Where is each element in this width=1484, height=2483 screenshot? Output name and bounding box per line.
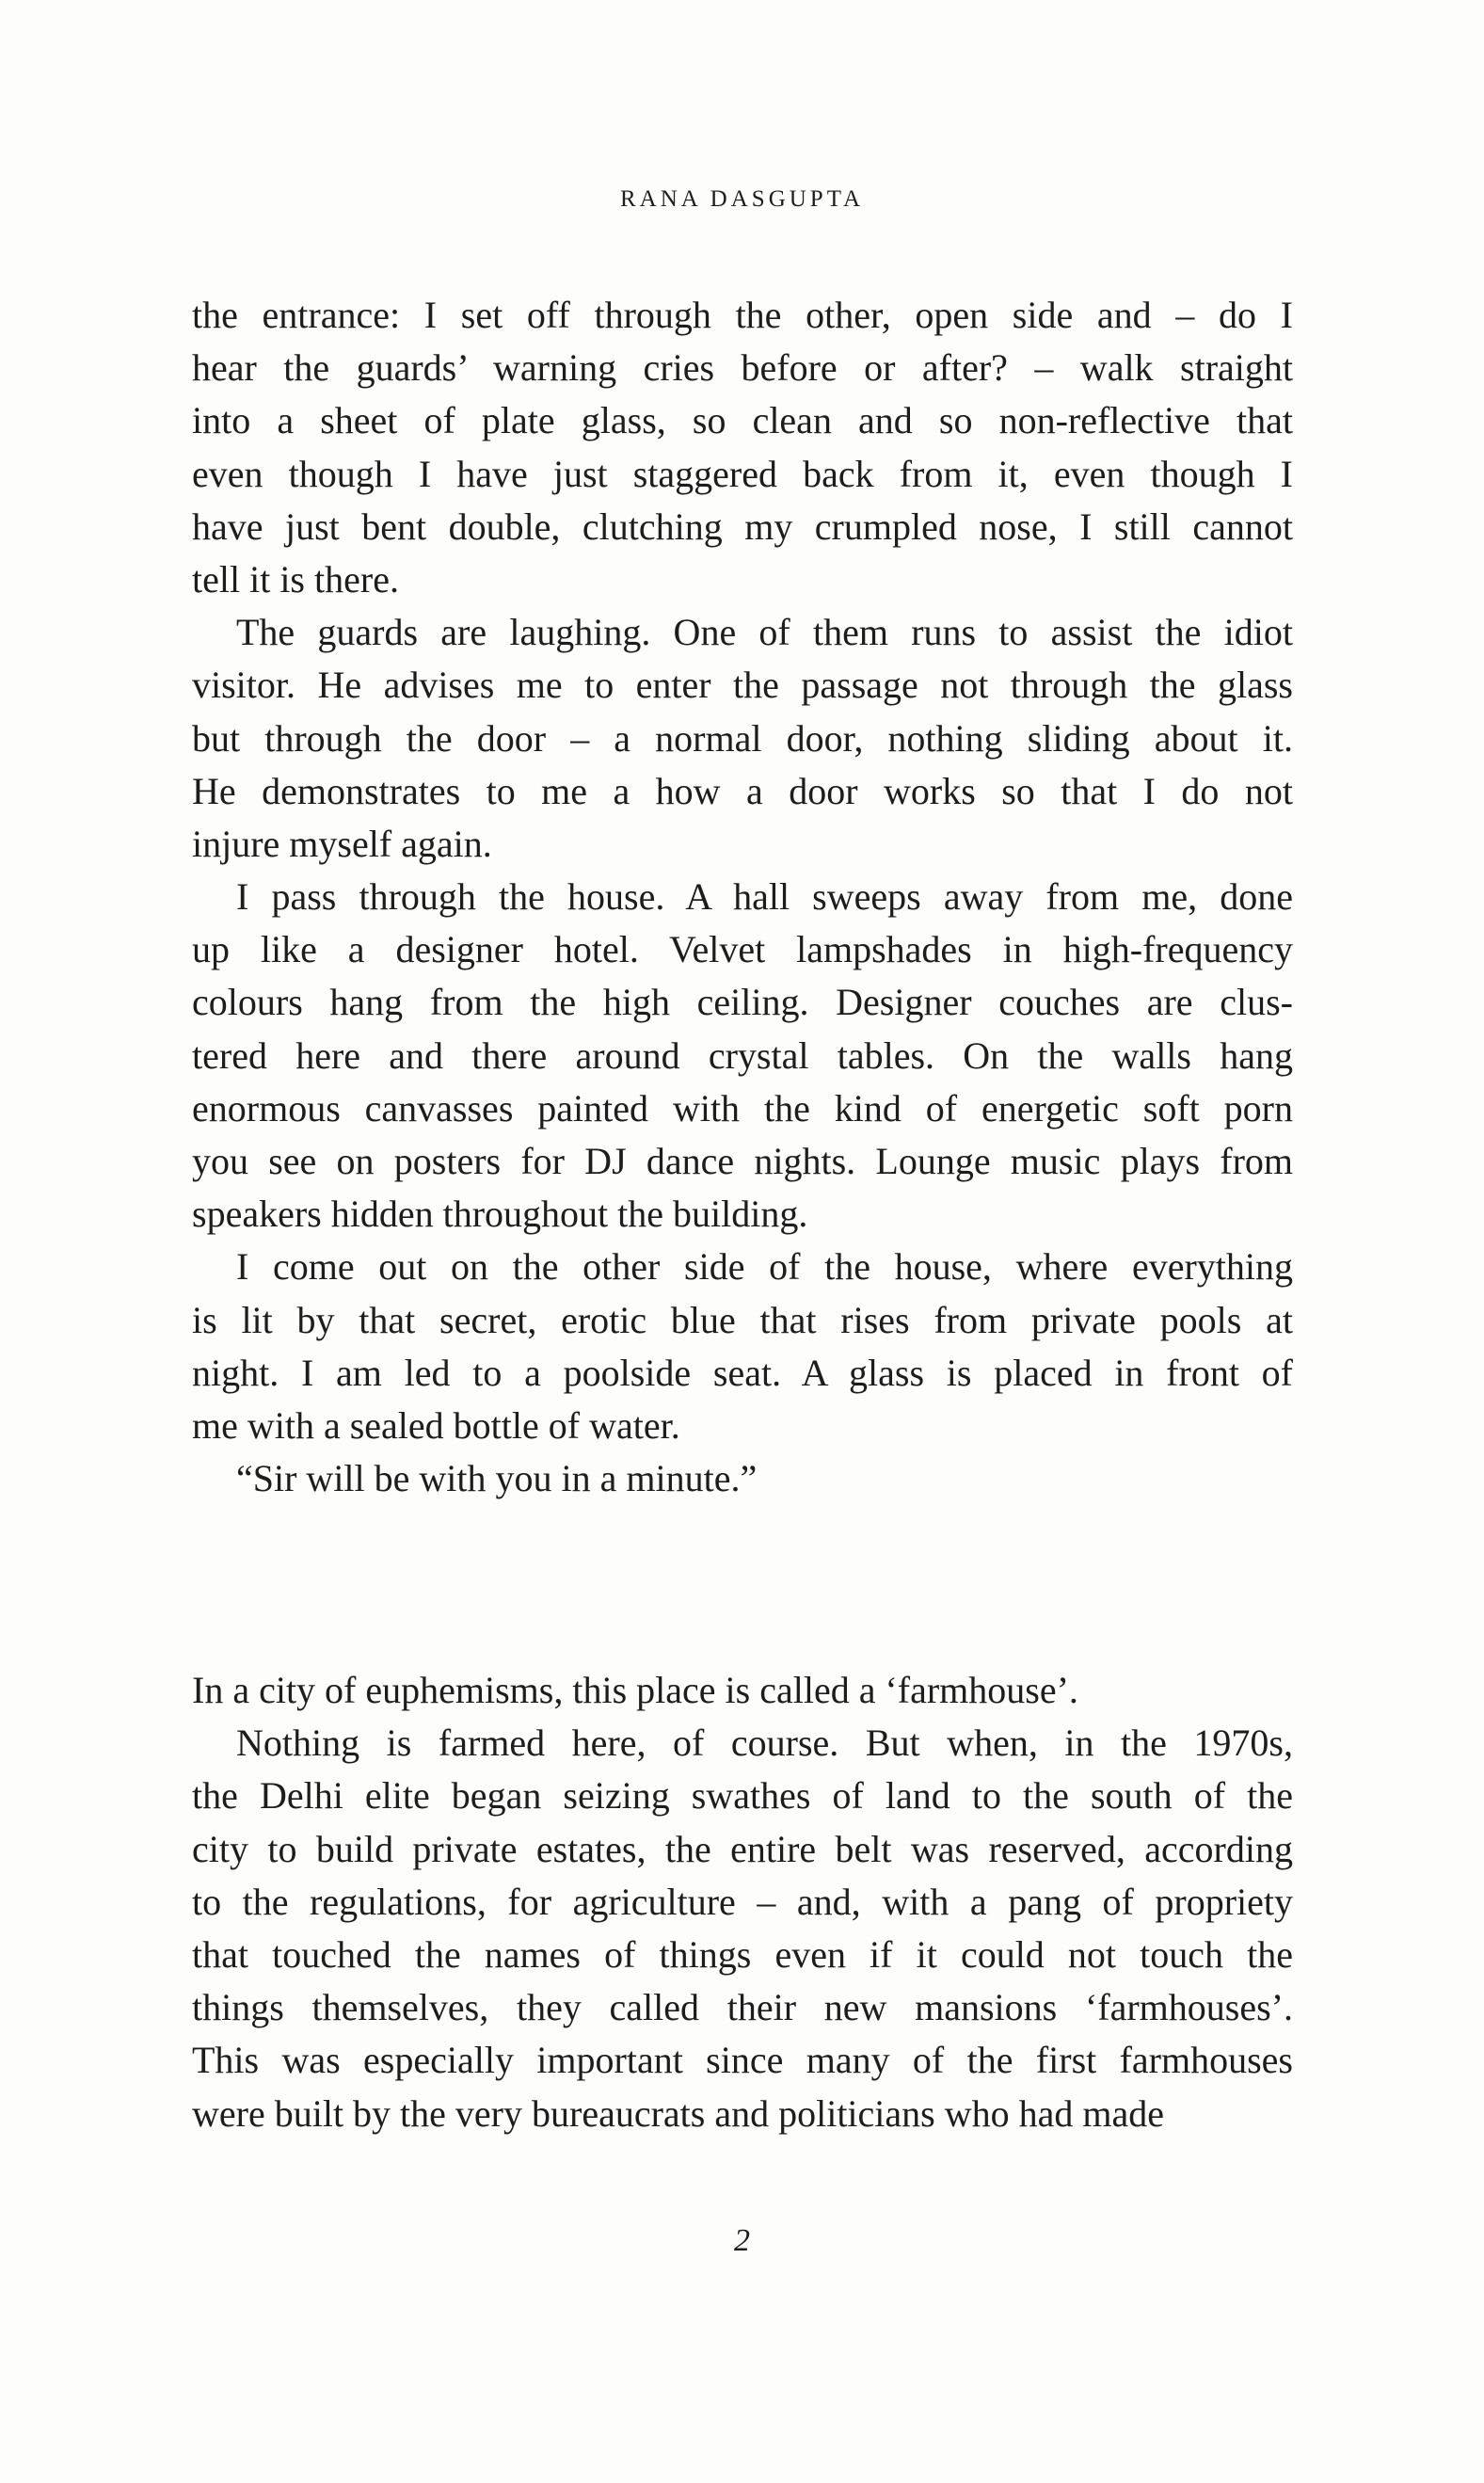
text-section-1 bbox=[192, 289, 1293, 1505]
paragraph bbox=[192, 606, 1293, 871]
paragraph bbox=[192, 1241, 1293, 1452]
text-line: city to build private estates, the entire belt was reserved, according bbox=[192, 1827, 1293, 1870]
text-line: “Sir will be with you in a minute.” bbox=[236, 1457, 758, 1500]
text-line: He demonstrates to me a how a door works so that I do not bbox=[192, 769, 1293, 812]
text-line: the entrance: I set off through the other, open side and – do I bbox=[192, 294, 1293, 336]
text-line: hear the guards’ warning cries before or after? – walk straight bbox=[192, 346, 1293, 390]
paragraph bbox=[192, 1717, 1293, 2140]
text-line: enormous canvasses painted with the kind of energetic soft porn bbox=[192, 1086, 1293, 1129]
text-section-2 bbox=[192, 1664, 1293, 2140]
text-line: even though I have just staggered back from it, even though I bbox=[192, 452, 1293, 495]
text-line: speakers hidden throughout the building. bbox=[192, 1193, 808, 1236]
paragraph bbox=[192, 289, 1293, 606]
text-line: things themselves, they called their new mansions ‘farmhouses’. bbox=[192, 1986, 1293, 2029]
text-line: I come out on the other side of the house, where everything bbox=[236, 1245, 1293, 1289]
text-line: tered here and there around crystal tables. On the walls hang bbox=[192, 1033, 1293, 1077]
text-line: have just bent double, clutching my crumpled nose, I still cannot bbox=[192, 505, 1293, 548]
text-line: the Delhi elite began seizing swathes of land to the south of the bbox=[192, 1774, 1293, 1818]
running-head: RANA DASGUPTA bbox=[619, 186, 865, 212]
text-line: up like a designer hotel. Velvet lampshades in high-frequency bbox=[192, 928, 1293, 971]
text-line: colours hang from the high ceiling. Designer couches are clus- bbox=[192, 981, 1293, 1024]
text-line: Nothing is farmed here, of course. But when, in the 1970s, bbox=[236, 1722, 1293, 1765]
paragraph bbox=[192, 1452, 1293, 1505]
text-line: that touched the names of things even if it could not touch the bbox=[192, 1932, 1293, 1976]
text-line: to the regulations, for agriculture – and, with a pang of propriety bbox=[192, 1880, 1293, 1923]
text-line: me with a sealed bottle of water. bbox=[192, 1403, 680, 1447]
text-line: but through the door – a normal door, nothing sliding about it. bbox=[192, 716, 1293, 760]
text-line: This was especially important since many of the first farmhouses bbox=[192, 2039, 1293, 2082]
paragraph bbox=[192, 871, 1293, 1241]
text-line: injure myself again. bbox=[192, 822, 492, 865]
text-line: I pass through the house. A hall sweeps away from me, done bbox=[236, 875, 1293, 919]
text-line: tell it is there. bbox=[192, 557, 399, 601]
text-line: In a city of euphemisms, this place is called a ‘farmhouse’. bbox=[192, 1669, 1078, 1711]
paragraph bbox=[192, 1664, 1293, 1717]
text-line: into a sheet of plate glass, so clean and so non-reflective that bbox=[192, 399, 1293, 442]
text-line: is lit by that secret, erotic blue that rises from private pools at bbox=[192, 1298, 1293, 1341]
text-line: The guards are laughing. One of them runs to assist the idiot bbox=[236, 611, 1293, 654]
text-line: night. I am led to a poolside seat. A glass is placed in front of bbox=[192, 1351, 1293, 1394]
page-number: 2 bbox=[734, 2223, 750, 2258]
text-line: were built by the very bureaucrats and politicians who had made bbox=[192, 2091, 1164, 2135]
text-line: visitor. He advises me to enter the passage not through the glass bbox=[192, 664, 1293, 707]
text-line: you see on posters for DJ dance nights. Lounge music plays from bbox=[192, 1140, 1293, 1182]
